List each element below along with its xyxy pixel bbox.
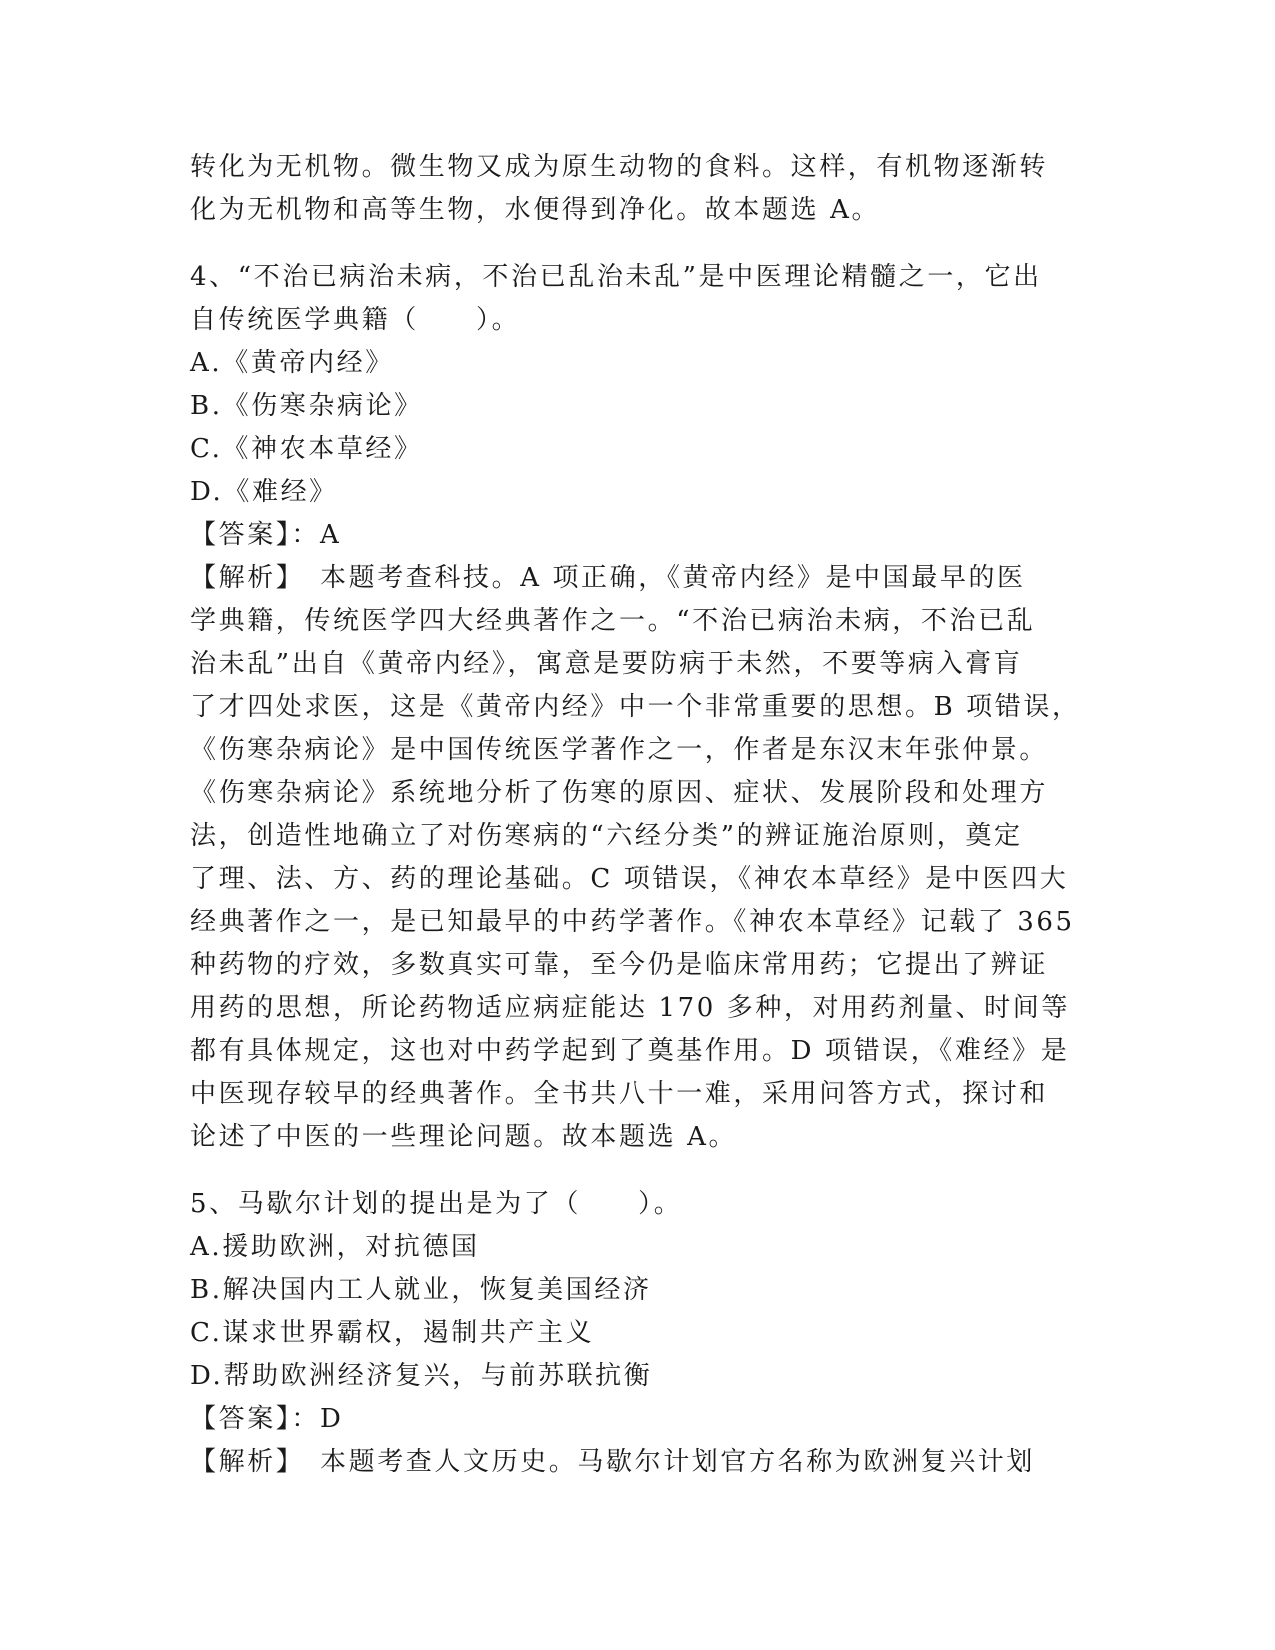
analysis-line: 治未乱”出自《黄帝内经》，寓意是要防病于未然，不要等病入膏肓	[190, 649, 1023, 679]
question-5-option-c: C.谋求世界霸权，遏制共产主义	[190, 1318, 595, 1348]
analysis-line: 种药物的疗效，多数真实可靠，至今仍是临床常用药；它提出了辨证	[190, 950, 1049, 980]
analysis-line: 了理、法、方、药的理论基础。C 项错误，《神农本草经》是中医四大	[190, 864, 1069, 894]
text-line: 转化为无机物。微生物又成为原生动物的食料。这样，有机物逐渐转	[190, 152, 1049, 182]
question-5-answer: 【答案】：D	[190, 1404, 344, 1434]
question-5-option-b: B.解决国内工人就业，恢复美国经济	[190, 1275, 652, 1305]
analysis-line: 用药的思想，所论药物适应病症能达 170 多种，对用药剂量、时间等	[190, 993, 1070, 1023]
q3-explanation-continuation	[190, 146, 1090, 232]
analysis-line: 经典著作之一，是已知最早的中药学著作。《神农本草经》记载了 365	[190, 907, 1075, 937]
question-5	[190, 1183, 1090, 1484]
question-5-analysis	[190, 1441, 1090, 1484]
text-line: 化为无机物和高等生物，水便得到净化。故本题选 A。	[190, 195, 881, 225]
question-5-option-d: D.帮助欧洲经济复兴，与前苏联抗衡	[190, 1361, 653, 1391]
analysis-line: 学典籍，传统医学四大经典著作之一。“不治已病治未病，不治已乱	[190, 606, 1036, 636]
question-4	[190, 256, 1090, 1159]
analysis-line: 【解析】 本题考查科技。A 项正确，《黄帝内经》是中国最早的医	[190, 563, 1026, 593]
analysis-line: 论述了中医的一些理论问题。故本题选 A。	[190, 1122, 738, 1152]
analysis-line: 了才四处求医，这是《黄帝内经》中一个非常重要的思想。B 项错误，	[190, 692, 1081, 722]
question-4-analysis	[190, 557, 1090, 1159]
question-4-option-b: B.《伤寒杂病论》	[190, 391, 423, 421]
question-4-stem-line: 自传统医学典籍（ ）。	[190, 305, 521, 335]
question-4-option-a: A.《黄帝内经》	[190, 348, 394, 378]
analysis-line: 《伤寒杂病论》系统地分析了伤寒的原因、症状、发展阶段和处理方	[190, 778, 1049, 808]
question-4-option-d: D.《难经》	[190, 477, 338, 507]
document-page	[190, 146, 1090, 1484]
question-4-answer: 【答案】：A	[190, 520, 342, 550]
analysis-line: 法，创造性地确立了对伤寒病的“六经分类”的辨证施治原则，奠定	[190, 821, 1023, 851]
analysis-line: 《伤寒杂病论》是中国传统医学著作之一，作者是东汉末年张仲景。	[190, 735, 1049, 765]
analysis-line: 【解析】 本题考查人文历史。马歇尔计划官方名称为欧洲复兴计划	[190, 1447, 1036, 1477]
spacer	[190, 232, 1090, 256]
question-4-option-c: C.《神农本草经》	[190, 434, 423, 464]
question-5-option-a: A.援助欧洲，对抗德国	[190, 1232, 480, 1262]
analysis-line: 中医现存较早的经典著作。全书共八十一难，采用问答方式，探讨和	[190, 1079, 1049, 1109]
analysis-line: 都有具体规定，这也对中药学起到了奠基作用。D 项错误，《难经》是	[190, 1036, 1070, 1066]
question-4-stem-line: 4、“不治已病治未病，不治已乱治未乱”是中医理论精髓之一，它出	[190, 262, 1042, 292]
question-5-stem-line: 5、马歇尔计划的提出是为了（ ）。	[190, 1189, 683, 1219]
spacer	[190, 1159, 1090, 1183]
